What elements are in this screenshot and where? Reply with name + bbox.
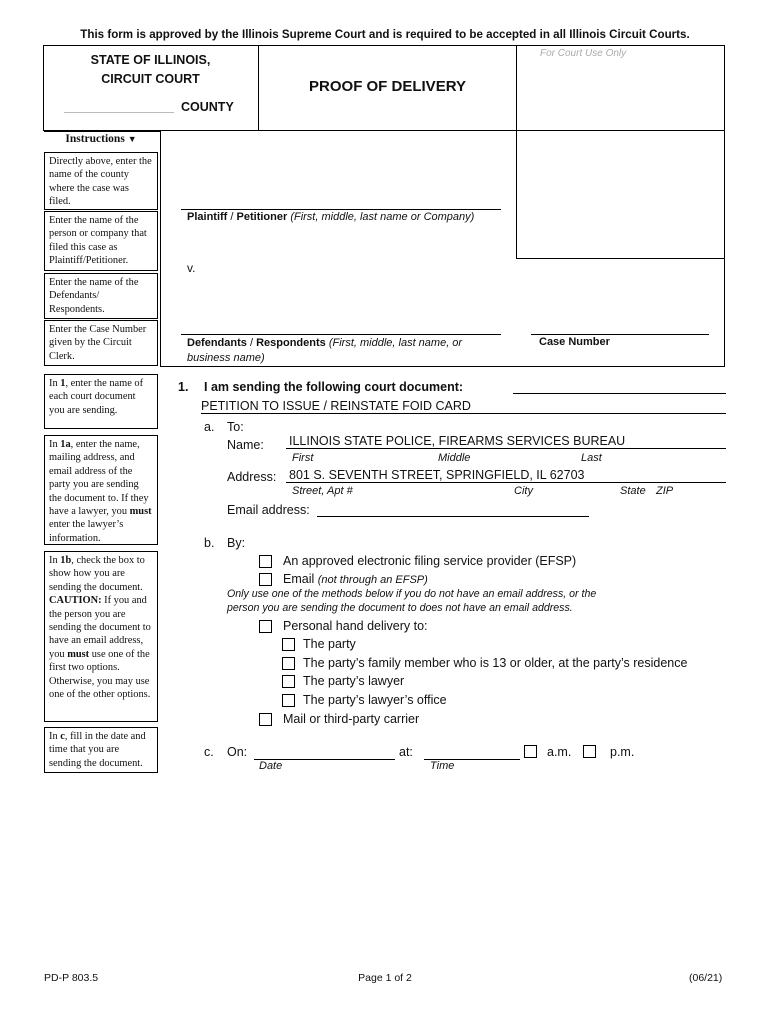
section1-heading: I am sending the following court document: bbox=[204, 380, 464, 394]
lawyer-office-option: The party’s lawyer’s office bbox=[303, 693, 447, 707]
email-checkbox[interactable] bbox=[259, 573, 272, 586]
instruction-county: Directly above, enter the name of the county where the case was filed. bbox=[44, 152, 158, 210]
efsp-checkbox[interactable] bbox=[259, 555, 272, 568]
family-member-checkbox[interactable] bbox=[282, 657, 295, 670]
lawyer-option: The party’s lawyer bbox=[303, 674, 405, 688]
name-label: Name: bbox=[227, 438, 264, 452]
party-option: The party bbox=[303, 637, 356, 651]
caret-down-icon: ▼ bbox=[127, 134, 137, 144]
by-label: By: bbox=[227, 536, 246, 550]
mail-option: Mail or third-party carrier bbox=[283, 712, 420, 726]
instruction-plaintiff: Enter the name of the person or company that filed this case as Plaintiff/Petitioner. bbox=[44, 211, 158, 271]
instructions-heading bbox=[44, 133, 158, 145]
method-note: Only use one of the methods below if you do not have an email address, or the person you are sending the document to does not have an email address. bbox=[227, 588, 597, 614]
party-checkbox[interactable] bbox=[282, 638, 295, 651]
at-label: at: bbox=[399, 745, 413, 759]
hand-delivery-option: Personal hand delivery to: bbox=[283, 619, 428, 633]
county-label: COUNTY bbox=[181, 100, 234, 114]
instructions-heading-text: Instructions bbox=[65, 133, 125, 145]
instruction-section1c: In c, fill in the date and time that you are sending the document. bbox=[44, 727, 158, 773]
court-use-label: For Court Use Only bbox=[540, 48, 627, 59]
caution-label: CAUTION: bbox=[49, 595, 102, 607]
c-label: c. bbox=[204, 745, 214, 759]
email-field[interactable] bbox=[317, 503, 589, 517]
section1-number: 1. bbox=[178, 380, 189, 394]
form-version: (06/21) bbox=[689, 972, 723, 984]
case-number-label: Case Number bbox=[539, 336, 610, 348]
last-label: Last bbox=[581, 452, 602, 464]
case-number-field[interactable] bbox=[531, 334, 709, 335]
family-member-option: The party’s family member who is 13 or older, at the party’s residence bbox=[303, 656, 688, 670]
am-checkbox[interactable] bbox=[524, 745, 537, 758]
mail-checkbox[interactable] bbox=[259, 713, 272, 726]
street-label: Street, Apt # bbox=[292, 485, 353, 497]
to-label: To: bbox=[227, 420, 244, 434]
instruction-case-number: Enter the Case Number given by the Circuit Clerk. bbox=[44, 320, 158, 366]
address-field[interactable]: 801 S. SEVENTH STREET, SPRINGFIELD, IL 62703 bbox=[286, 468, 726, 483]
b-label: b. bbox=[204, 536, 215, 550]
address-label: Address: bbox=[227, 470, 277, 484]
on-label: On: bbox=[227, 745, 248, 759]
page-number: Page 1 of 2 bbox=[358, 972, 412, 984]
middle-label: Middle bbox=[438, 452, 471, 464]
hand-delivery-checkbox[interactable] bbox=[259, 620, 272, 633]
lawyer-office-checkbox[interactable] bbox=[282, 694, 295, 707]
a-label: a. bbox=[204, 420, 215, 434]
pm-label: p.m. bbox=[610, 745, 635, 759]
instruction-section1: In 1, enter the name of each court document you are sending. bbox=[44, 374, 158, 429]
efsp-option: An approved electronic filing service provider (EFSP) bbox=[283, 554, 577, 568]
city-label: City bbox=[514, 485, 533, 497]
state-label: State bbox=[620, 485, 646, 497]
email-option: Email (not through an EFSP) bbox=[283, 572, 428, 586]
defendants-field[interactable] bbox=[181, 334, 501, 335]
zip-label: ZIP bbox=[656, 485, 674, 497]
instruction-section1b: In 1b, check the box to show how you are sending the document. CAUTION: If you and the person you are sending the document to have an email address, you must use one of the first two options. Otherwise, you may use one of the other options. bbox=[44, 551, 158, 722]
lawyer-checkbox[interactable] bbox=[282, 675, 295, 688]
instruction-section1a: In 1a, enter the name, mailing address, and email address of the party you are sending the document to. If they have a lawyer, you must enter the lawyer’s information. bbox=[44, 435, 158, 545]
name-field[interactable]: ILLINOIS STATE POLICE, FIREARMS SERVICES BUREAU bbox=[286, 434, 726, 449]
court-line: CIRCUIT COURT bbox=[101, 72, 200, 86]
county-field[interactable] bbox=[64, 98, 174, 113]
defendants-label: Defendants / Respondents (First, middle, last name, or business name) bbox=[187, 337, 463, 364]
plaintiff-label: Plaintiff / Petitioner (First, middle, last name or Company) bbox=[187, 211, 475, 223]
email-label: Email address: bbox=[227, 503, 310, 517]
time-label: Time bbox=[430, 760, 455, 772]
first-label: First bbox=[292, 452, 314, 464]
top-notice: This form is approved by the Illinois Supreme Court and is required to be accepted in all Illinois Circuit Courts. bbox=[80, 28, 690, 41]
state-line: STATE OF ILLINOIS, bbox=[90, 53, 211, 67]
plaintiff-field[interactable] bbox=[181, 209, 501, 210]
form-code: PD-P 803.5 bbox=[44, 972, 99, 984]
document-field[interactable]: PETITION TO ISSUE / REINSTATE FOID CARD bbox=[201, 399, 726, 414]
instruction-defendants: Enter the name of the Defendants/ Respondents. bbox=[44, 273, 158, 319]
am-label: a.m. bbox=[547, 745, 572, 759]
form-title: PROOF OF DELIVERY bbox=[309, 78, 466, 95]
date-label: Date bbox=[259, 760, 283, 772]
pm-checkbox[interactable] bbox=[583, 745, 596, 758]
versus-label: v. bbox=[187, 261, 196, 275]
